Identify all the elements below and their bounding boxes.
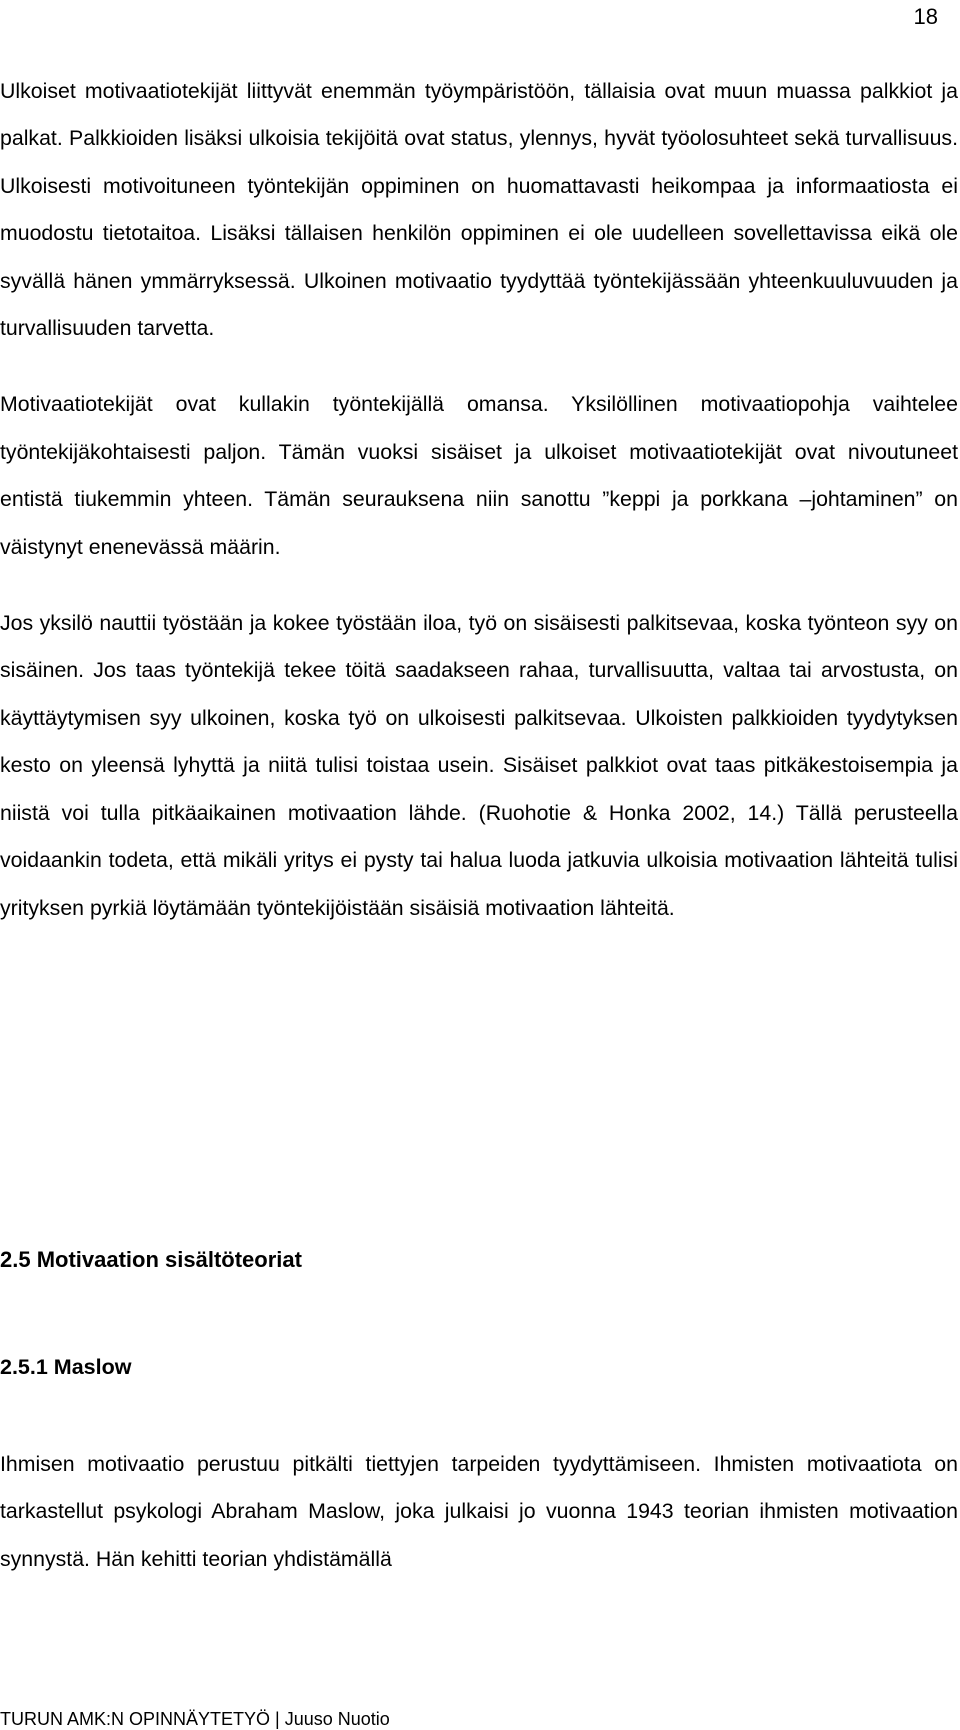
section-heading: 2.5 Motivaation sisältöteoriat [0,1247,302,1272]
body-text [0,68,958,932]
subsection-heading: 2.5.1 Maslow [0,1355,132,1379]
paragraph-individual-motivation: Motivaatiotekijät ovat kullakin työntekijällä omansa. Yksilöllinen motivaatiopohja vaihtelee työntekijäkohtaisesti paljon. Tämän vuoksi sisäiset ja ulkoiset motivaatiotekijät ovat nivoutuneet entistä tiukemmin yhteen. Tämän seurauksena niin sanottu ”keppi ja porkkana –johtaminen” on väistynyt enenevässä määrin. [0,392,958,559]
paragraph-maslow: Ihmisen motivaatio perustuu pitkälti tiettyjen tarpeiden tyydyttämiseen. Ihmisten motivaatiota on tarkastellut psykologi Abraham Maslow, joka julkaisi jo vuonna 1943 teorian ihmisten motivaation synnystä. Hän kehitti teorian yhdistämällä [0,1452,958,1571]
page-footer: TURUN AMK:N OPINNÄYTETYÖ | Juuso Nuotio [0,1709,390,1729]
paragraph-intrinsic-vs-extrinsic: Jos yksilö nauttii työstään ja kokee työstään iloa, työ on sisäisesti palkitsevaa, koska työnteon syy on sisäinen. Jos taas työntekijä tekee töitä saadakseen rahaa, turvallisuutta, valtaa tai arvostusta, on käyttäytymisen syy ulkoinen, koska työ on ulkoisesti palkitsevaa. Ulkoisten palkkioiden tyydytyksen kesto on yleensä lyhyttä ja niitä tulisi toistaa usein. Sisäiset palkkiot ovat taas pitkäkestoisempia ja niistä voi tulla pitkäaikainen motivaation lähde. (Ruohotie & Honka 2002, 14.) Tällä perusteella voidaankin todeta, että mikäli yritys ei pysty tai halua luoda jatkuvia ulkoisia motivaation lähteitä tulisi yrityksen pyrkiä löytämään työntekijöistään sisäisiä motivaation lähteitä. [0,611,958,920]
page-number: 18 [913,4,938,29]
paragraph-external-motivation: Ulkoiset motivaatiotekijät liittyvät enemmän työympäristöön, tällaisia ovat muun muassa palkkiot ja palkat. Palkkioiden lisäksi ulkoisia tekijöitä ovat status, ylennys, hyvät työolosuhteet sekä turvallisuus. Ulkoisesti motivoituneen työntekijän oppiminen on huomattavasti heikompaa ja informaatiosta ei muodostu tietotaitoa. Lisäksi tällaisen henkilön oppiminen ei ole uudelleen sovellettavissa eikä ole syvällä hänen ymmärryksessä. Ulkoinen motivaatio tyydyttää työntekijässään yhteenkuuluvuuden ja turvallisuuden tarvetta. [0,79,958,341]
